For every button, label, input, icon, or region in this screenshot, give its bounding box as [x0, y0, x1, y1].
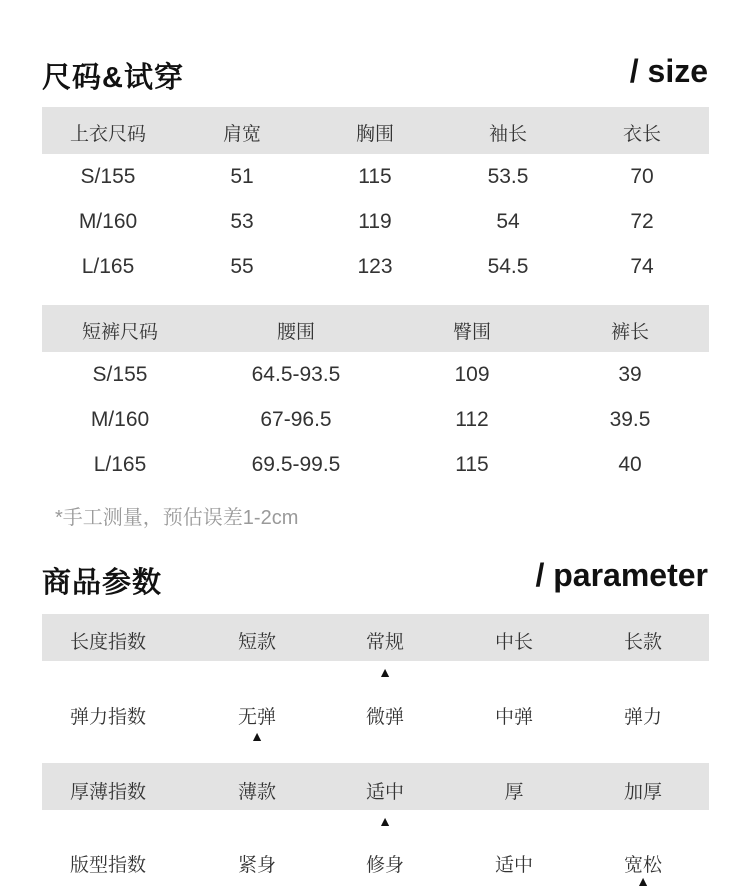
shorts-header-size: 短裤尺码	[81, 322, 159, 343]
param-option: 厚	[504, 782, 524, 803]
tops-cell: 123	[357, 255, 393, 278]
selection-marker-icon: ▲	[250, 728, 264, 744]
param-option: 无弹	[237, 707, 277, 728]
shorts-cell: M/160	[90, 408, 150, 431]
param-option: 适中	[494, 855, 534, 876]
parameter-title-en: / parameter	[535, 557, 708, 593]
tops-cell: M/160	[78, 210, 138, 233]
param-label: 版型指数	[69, 855, 147, 876]
shorts-cell: L/165	[93, 453, 147, 476]
shorts-cell: 67-96.5	[260, 408, 332, 431]
tops-cell: 53.5	[487, 165, 529, 188]
tops-cell: 51	[230, 165, 254, 188]
measurement-note: *手工测量，预估误差1-2cm	[55, 507, 299, 529]
selection-marker-icon: ▲	[378, 664, 392, 680]
size-title-cn: 尺码&试穿	[42, 62, 184, 94]
shorts-header-waist: 腰围	[276, 322, 316, 343]
shorts-cell: 39.5	[609, 408, 651, 431]
size-title-en: / size	[629, 53, 708, 89]
param-option: 宽松	[623, 855, 663, 876]
selection-marker-icon: ▲	[378, 813, 392, 829]
tops-header-shoulder: 肩宽	[222, 124, 262, 145]
tops-cell: L/165	[81, 255, 135, 278]
parameter-title-cn: 商品参数	[42, 567, 163, 599]
param-option: 长款	[623, 632, 663, 653]
tops-cell: 72	[630, 210, 654, 233]
shorts-cell: 39	[618, 363, 642, 386]
tops-cell: 74	[630, 255, 654, 278]
tops-cell: 54.5	[487, 255, 529, 278]
tops-cell: 53	[230, 210, 254, 233]
param-option: 适中	[365, 782, 405, 803]
tops-cell: 70	[630, 165, 654, 188]
param-label: 厚薄指数	[69, 782, 147, 803]
shorts-cell: 40	[618, 453, 642, 476]
param-option: 常规	[365, 632, 405, 653]
param-label: 弹力指数	[69, 707, 147, 728]
shorts-header-length: 裤长	[610, 322, 650, 343]
shorts-cell: 64.5-93.5	[251, 363, 341, 386]
tops-cell: 119	[358, 210, 392, 233]
shorts-cell: 112	[455, 408, 489, 431]
tops-cell: S/155	[80, 165, 136, 188]
shorts-cell: S/155	[92, 363, 148, 386]
tops-header-chest: 胸围	[355, 124, 395, 145]
tops-cell: 115	[358, 165, 392, 188]
param-option: 加厚	[623, 782, 663, 803]
shorts-header-hip: 臀围	[452, 322, 492, 343]
tops-header-length: 衣长	[622, 124, 662, 145]
selection-marker-icon: ▲	[636, 873, 650, 889]
param-option: 微弹	[365, 707, 405, 728]
shorts-cell: 69.5-99.5	[251, 453, 341, 476]
tops-cell: 55	[230, 255, 254, 278]
tops-cell: 54	[496, 210, 520, 233]
param-option: 薄款	[237, 782, 277, 803]
shorts-cell: 115	[455, 453, 489, 476]
param-option: 短款	[237, 632, 277, 653]
param-option: 修身	[365, 855, 405, 876]
shorts-cell: 109	[454, 363, 490, 386]
param-label: 长度指数	[69, 632, 147, 653]
param-option: 中弹	[494, 707, 534, 728]
param-option: 弹力	[623, 707, 663, 728]
tops-header-size: 上衣尺码	[69, 124, 147, 145]
tops-header-sleeve: 袖长	[488, 124, 528, 145]
param-option: 紧身	[237, 855, 277, 876]
param-option: 中长	[494, 632, 534, 653]
